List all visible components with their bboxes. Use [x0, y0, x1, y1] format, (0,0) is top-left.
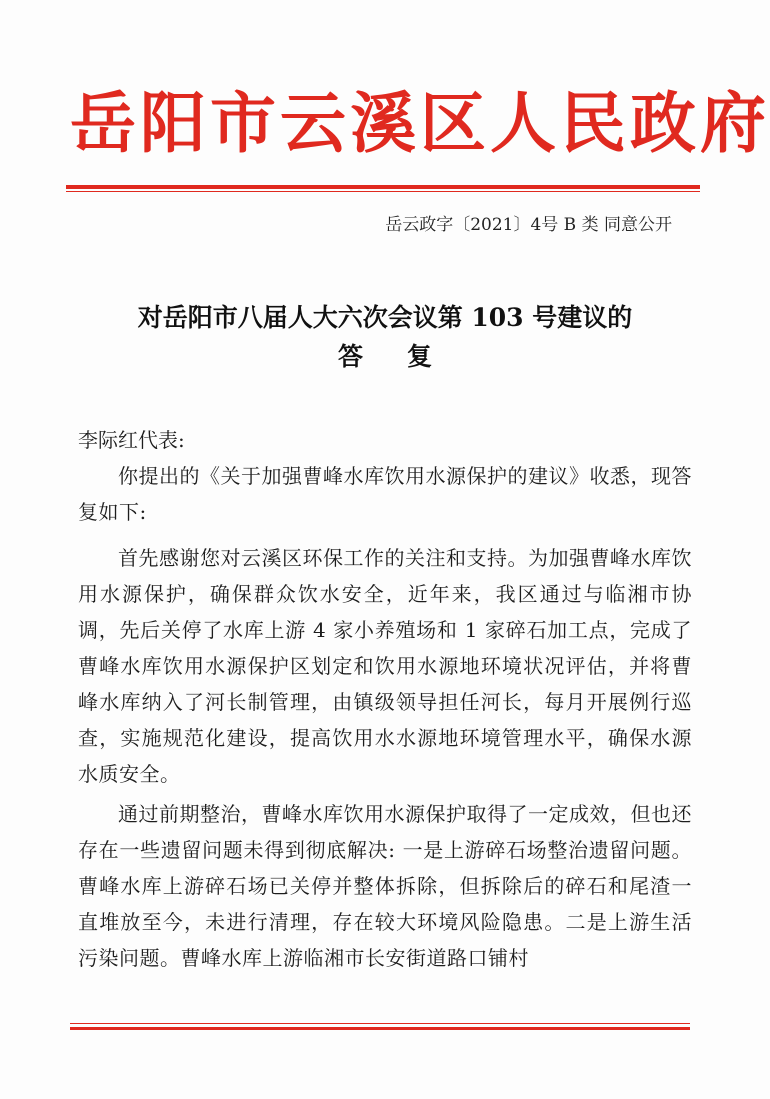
document-number: 岳云政字〔2021〕4号 B 类 同意公开 — [385, 215, 672, 235]
paragraph-measures: 首先感谢您对云溪区环保工作的关注和支持。为加强曹峰水库饮用水源保护，确保群众饮水安全，近年来，我区通过与临湘市协调，先后关停了水库上游 4 家小养殖场和 1 家碎石加工点，完成了曹峰水库饮用水源保护区划定和饮用水源地环境状况评估，并将曹峰水库纳入了河长制管理，由镇级领导担任河长，每月开展例行巡查，实施规范化建设，提高饮用水水源地环境管理水平，确保水源水质安全。 — [78, 546, 692, 786]
document-title-line1: 对岳阳市八届人大六次会议第 103 号建议的 — [137, 303, 633, 332]
document-title-line2: 答复 — [337, 342, 476, 371]
paragraph-remaining-issues: 通过前期整治，曹峰水库饮用水源保护取得了一定成效，但也还存在一些遗留问题未得到彻底解决: 一是上游碎石场整治遗留问题。曹峰水库上游碎石场已关停并整体拆除，但拆除后的碎石和尾渣一直堆放至今，未进行清理，存在较大环境风险隐患。二是上游生活污染问题。曹峰水库上游临湘市长安街道路口铺村 — [78, 802, 692, 970]
footer-rule-thin — [70, 1023, 690, 1024]
salutation: 李际红代表: — [78, 428, 185, 452]
letterhead-rule-thick — [66, 185, 700, 189]
footer-rule-thick — [70, 1027, 690, 1030]
paragraph-acknowledgement: 你提出的《关于加强曹峰水库饮用水源保护的建议》收悉，现答复如下: — [78, 464, 692, 524]
letterhead-title: 岳阳市云溪区人民政府 — [70, 84, 770, 162]
letterhead-rule-thin — [66, 191, 700, 192]
